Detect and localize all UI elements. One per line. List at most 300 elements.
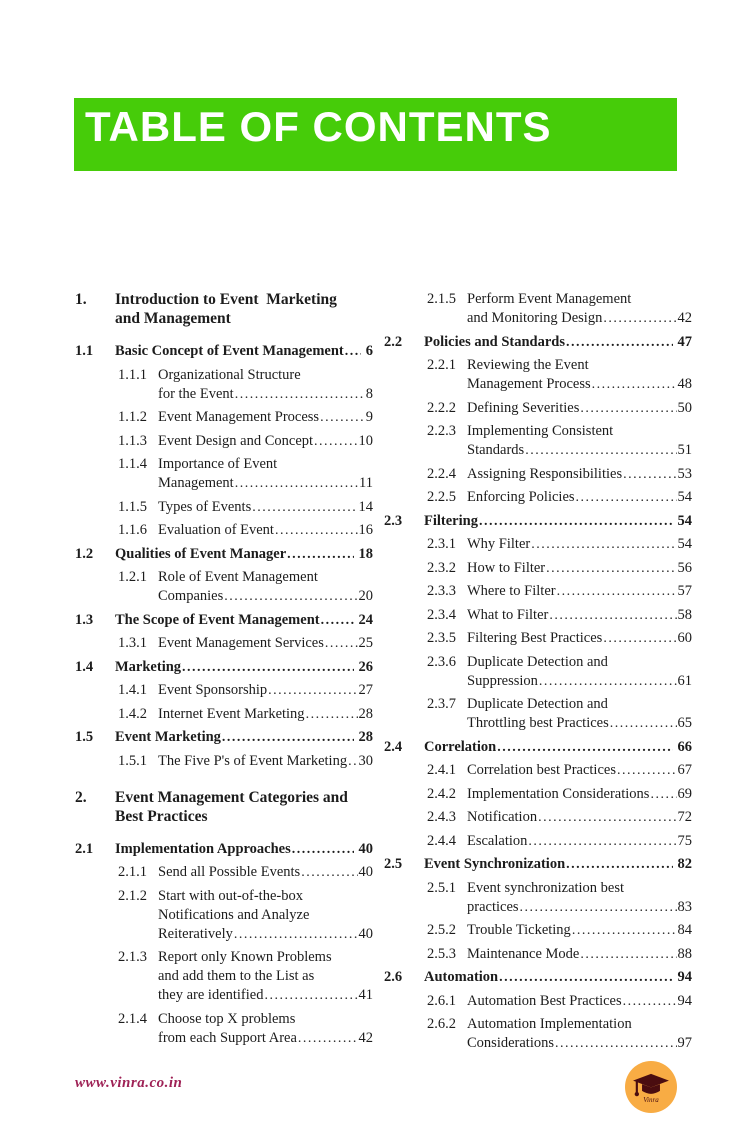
toc-entry-title: Correlation best Practices — [467, 762, 616, 778]
dot-leader — [572, 921, 677, 940]
toc-entry-number: 2.4.3 — [427, 809, 456, 825]
toc-entry — [75, 788, 373, 826]
dot-leader — [345, 342, 361, 361]
toc-entry-title: Event Management Services — [158, 635, 324, 651]
toc-entry — [75, 1010, 373, 1048]
toc-entry-number: 2.6.2 — [427, 1016, 456, 1032]
toc-entry-number: 1.3.1 — [118, 635, 147, 651]
dot-leader — [528, 832, 676, 851]
toc-entry-number: 2.4.4 — [427, 832, 456, 849]
toc-entry-lastline — [467, 399, 692, 418]
toc-entry-lastline — [158, 474, 373, 493]
toc-entry-body — [115, 342, 373, 361]
toc-entry-lastline — [424, 738, 692, 757]
toc-entry-lastline — [467, 945, 692, 964]
toc-entry-lastline — [158, 498, 373, 517]
toc-entry-number: 2.1.4 — [118, 1010, 147, 1027]
toc-page-number: 54 — [677, 536, 692, 552]
toc-page-number: 28 — [358, 729, 373, 745]
toc-entry-title: Report only Known Problems — [158, 949, 332, 965]
toc-entry-title: Filtering — [424, 512, 478, 529]
toc-entry-body — [158, 568, 373, 606]
toc-page-number: 69 — [677, 785, 692, 802]
toc-column-left — [75, 290, 373, 1052]
toc-entry-number: 1.5 — [75, 729, 94, 745]
toc-entry-body — [115, 658, 373, 677]
toc-entry-title: Implementation Approaches — [115, 840, 291, 857]
toc-entry-body — [115, 840, 373, 859]
toc-entry-title: Where to Filter — [467, 583, 556, 599]
toc-page-number: 94 — [677, 992, 692, 1009]
toc-entry — [75, 705, 373, 724]
toc-entry-title: Standards — [467, 442, 525, 458]
toc-entry — [384, 921, 692, 940]
dot-leader — [525, 441, 676, 460]
toc-page-number: 72 — [677, 809, 692, 825]
toc-entry-title: Event Management Process — [158, 409, 320, 425]
toc-entry-title: Escalation — [467, 832, 528, 849]
toc-entry-title: Considerations — [467, 1035, 554, 1051]
toc-page-number: 42 — [677, 310, 692, 326]
toc-page-number: 6 — [365, 343, 373, 359]
toc-entry-title: Event Management Categories and — [115, 788, 348, 806]
toc-entry-title: Duplicate Detection and — [467, 653, 608, 670]
toc-entry-body — [158, 408, 373, 427]
toc-entry — [384, 629, 692, 648]
dot-leader — [576, 488, 677, 507]
toc-entry-title: Perform Event Management — [467, 291, 632, 307]
toc-entry-lastline — [424, 855, 692, 874]
dot-leader — [222, 728, 354, 747]
toc-entry-lastline — [115, 545, 373, 564]
toc-entry-body — [467, 695, 692, 733]
toc-page-number: 16 — [358, 522, 373, 538]
toc-entry — [384, 968, 692, 987]
toc-page-number: 40 — [358, 864, 373, 880]
toc-entry — [384, 855, 692, 874]
toc-entry-body — [158, 432, 373, 451]
toc-entry-title: Qualities of Event Manager — [115, 545, 287, 562]
toc-page-number: 54 — [677, 489, 692, 505]
toc-entry-number: 2.3.2 — [427, 559, 456, 576]
dot-leader — [538, 808, 676, 827]
toc-entry-lastline — [467, 375, 692, 394]
toc-entry-title: Choose top X problems — [158, 1010, 296, 1027]
toc-entry-lastline — [424, 968, 692, 987]
toc-entry — [384, 1015, 692, 1053]
dot-leader — [549, 606, 676, 625]
toc-entry-lastline — [158, 1029, 373, 1048]
toc-entry-number: 2.5 — [384, 856, 403, 872]
toc-entry-number: 2. — [75, 788, 87, 806]
toc-entry-title: they are identified — [158, 987, 264, 1003]
toc-page-number: 54 — [677, 512, 692, 529]
toc-entry-title: for the Event — [158, 385, 234, 402]
toc-entry-lastline — [467, 1034, 692, 1053]
toc-page-number: 40 — [358, 840, 373, 857]
toc-entry-title: The Five P's of Event Marketing — [158, 752, 348, 769]
toc-entry-title: Automation — [424, 969, 499, 985]
toc-entry-body — [158, 705, 373, 724]
toc-entry-lastline — [467, 785, 692, 804]
toc-entry-title: Implementing Consistent — [467, 423, 614, 439]
toc-entry-lastline — [115, 728, 373, 747]
toc-entry — [384, 333, 692, 352]
toc-entry-body — [467, 422, 692, 460]
dot-leader — [252, 498, 357, 517]
toc-entry-number: 1.4.1 — [118, 682, 147, 698]
toc-entry-body — [467, 808, 692, 827]
toc-entry-body — [158, 681, 373, 700]
toc-page-number: 53 — [677, 465, 692, 482]
dot-leader — [566, 855, 672, 874]
toc-entry-title: Automation Best Practices — [467, 992, 622, 1009]
toc-entry — [75, 948, 373, 1005]
dot-leader — [546, 559, 676, 578]
toc-entry-number: 2.3.6 — [427, 653, 456, 670]
toc-entry-title: Reiteratively — [158, 925, 233, 942]
dot-leader — [292, 840, 354, 859]
website-url: www.vinra.co.in — [75, 1075, 183, 1091]
toc-entry-lastline — [467, 535, 692, 554]
dot-leader — [497, 738, 672, 757]
toc-entry-lastline — [467, 559, 692, 578]
toc-entry-lastline — [158, 986, 373, 1005]
toc-entry-title: Implementation Considerations — [467, 785, 650, 802]
toc-entry — [384, 535, 692, 554]
toc-entry-body — [424, 333, 692, 352]
toc-entry-number: 2.3.3 — [427, 583, 456, 599]
dot-leader — [314, 432, 357, 451]
toc-entry-title: Enforcing Policies — [467, 489, 575, 505]
toc-entry-number: 1.1.1 — [118, 366, 147, 383]
toc-entry-title: Filtering Best Practices — [467, 630, 603, 646]
toc-entry-title: Management — [158, 475, 234, 491]
dot-leader — [555, 1034, 677, 1053]
toc-page-number: 14 — [358, 498, 373, 515]
toc-page-number: 75 — [677, 832, 692, 849]
toc-entry — [384, 582, 692, 601]
toc-entry-number: 2.5.2 — [427, 922, 456, 938]
dot-leader — [268, 681, 357, 700]
toc-entry-title: Event Design and Concept — [158, 432, 314, 449]
toc-entry-title: Assigning Responsibilities — [467, 465, 623, 482]
toc-entry-lastline — [467, 672, 692, 691]
toc-entry — [384, 832, 692, 851]
toc-entry-body — [467, 582, 692, 601]
toc-page-number: 26 — [358, 658, 373, 675]
toc-entry-lastline — [115, 840, 373, 859]
toc-entry-title: What to Filter — [467, 606, 549, 623]
toc-entry — [384, 785, 692, 804]
dot-leader — [301, 863, 357, 882]
dot-leader — [182, 658, 353, 677]
toc-entry-title: Companies — [158, 588, 224, 604]
toc-page-number: 18 — [358, 545, 373, 562]
toc-entry-lastline — [158, 408, 373, 427]
toc-entry-lastline — [158, 752, 373, 771]
toc-entry — [384, 761, 692, 780]
toc-entry-lastline — [467, 441, 692, 460]
dot-leader — [603, 309, 676, 328]
toc-entry-body — [467, 629, 692, 648]
toc-entry-title: The Scope of Event Management — [115, 611, 320, 628]
dot-leader — [234, 925, 358, 944]
toc-entry — [384, 512, 692, 531]
toc-entry-lastline — [158, 634, 373, 653]
toc-entry-body — [467, 832, 692, 851]
dot-leader — [264, 986, 357, 1005]
toc-entry-title: Start with out-of-the-box — [158, 887, 303, 904]
toc-entry — [384, 465, 692, 484]
toc-entry-number: 2.5.3 — [427, 945, 456, 962]
toc-entry-body — [115, 611, 373, 630]
toc-entry-title: Reviewing the Event — [467, 357, 589, 373]
toc-entry — [75, 728, 373, 747]
toc-entry — [75, 408, 373, 427]
toc-entry-title: Notification — [467, 809, 538, 825]
toc-page-number: 11 — [359, 475, 373, 491]
toc-entry — [384, 879, 692, 917]
toc-page-number: 56 — [677, 559, 692, 576]
page-title: TABLE OF CONTENTS — [85, 103, 552, 150]
toc-entry-number: 1.4.2 — [118, 705, 147, 722]
toc-entry-number: 1.2.1 — [118, 569, 147, 585]
toc-page-number: 97 — [677, 1035, 692, 1051]
toc-entry-title: and add them to the List as — [158, 968, 315, 984]
toc-page-number: 50 — [677, 399, 692, 416]
toc-entry-title: Trouble Ticketing — [467, 922, 571, 938]
toc-entry-lastline — [158, 385, 373, 404]
toc-entry-title: Event Sponsorship — [158, 682, 268, 698]
dot-leader — [557, 582, 677, 601]
toc-entry — [384, 399, 692, 418]
toc-entry-lastline — [424, 512, 692, 531]
toc-entry-body — [467, 992, 692, 1011]
toc-entry-title: Send all Possible Events — [158, 864, 301, 880]
toc-page-number: 40 — [358, 925, 373, 942]
toc-page-number: 88 — [677, 945, 692, 962]
toc-entry-lastline — [467, 761, 692, 780]
toc-page-number: 94 — [677, 969, 692, 985]
toc-entry — [384, 290, 692, 328]
toc-entry — [384, 695, 692, 733]
toc-entry-lastline — [158, 925, 373, 944]
dot-leader — [287, 545, 353, 564]
toc-entry-body — [467, 465, 692, 484]
toc-entry-title: Internet Event Marketing — [158, 705, 305, 722]
dot-leader — [499, 968, 672, 987]
dot-leader — [531, 535, 676, 554]
toc-entry-number: 2.3.5 — [427, 630, 456, 646]
dot-leader — [235, 474, 358, 493]
toc-entry-title: Notifications and Analyze — [158, 906, 310, 923]
toc-entry-body — [467, 879, 692, 917]
toc-entry-title: Types of Events — [158, 498, 252, 515]
toc-entry-body — [467, 606, 692, 625]
toc-entry-number: 2.3.1 — [427, 536, 456, 552]
toc-entry-lastline — [467, 714, 692, 733]
toc-entry-number: 2.4 — [384, 738, 403, 755]
toc-entry-title: Evaluation of Event — [158, 522, 274, 538]
toc-entry-title: Event Synchronization — [424, 856, 566, 872]
toc-entry-body — [115, 290, 373, 328]
toc-entry-number: 1.2 — [75, 545, 94, 562]
toc-entry-body — [158, 455, 373, 493]
toc-entry-lastline — [467, 309, 692, 328]
toc-entry-lastline — [158, 705, 373, 724]
toc-entry-lastline — [158, 681, 373, 700]
toc-entry-body — [424, 738, 692, 757]
dot-leader — [623, 465, 676, 484]
toc-page-number: 10 — [358, 432, 373, 449]
dot-leader — [520, 898, 677, 917]
toc-page-number: 66 — [677, 738, 692, 755]
toc-entry-body — [158, 863, 373, 882]
toc-entry-number: 1.5.1 — [118, 752, 147, 769]
toc-entry — [75, 342, 373, 361]
toc-entry-lastline — [467, 465, 692, 484]
toc-entry-number: 2.1.2 — [118, 887, 147, 904]
toc-entry-body — [467, 559, 692, 578]
toc-entry-title: Management Process — [467, 376, 591, 392]
toc-page-number: 20 — [358, 588, 373, 604]
toc-page-number: 48 — [677, 376, 692, 392]
toc-entry-body — [158, 634, 373, 653]
toc-entry — [75, 521, 373, 540]
toc-entry — [75, 658, 373, 677]
toc-entry-body — [467, 945, 692, 964]
toc-entry-lastline — [424, 333, 692, 352]
toc-entry — [75, 634, 373, 653]
toc-entry-lastline — [467, 629, 692, 648]
toc-entry-number: 2.2.4 — [427, 465, 456, 482]
toc-entry-body — [115, 545, 373, 564]
dot-leader — [650, 785, 676, 804]
dot-leader — [617, 761, 677, 780]
toc-entry-lastline — [115, 658, 373, 677]
toc-entry-number: 1.1.2 — [118, 409, 147, 425]
toc-page-number: 30 — [358, 752, 373, 769]
dot-leader — [539, 672, 677, 691]
toc-page-number: 82 — [677, 856, 692, 872]
toc-entry-lastline — [158, 863, 373, 882]
toc-page-number: 42 — [358, 1029, 373, 1046]
toc-entry-title: How to Filter — [467, 559, 546, 576]
logo-label: Vinra — [643, 1096, 659, 1104]
toc-entry-number: 1.3 — [75, 611, 94, 628]
toc-entry — [384, 356, 692, 394]
toc-entry-lastline — [467, 582, 692, 601]
dot-leader — [603, 629, 676, 648]
toc-entry-title: from each Support Area — [158, 1029, 297, 1046]
toc-page-number: 61 — [677, 672, 692, 689]
toc-entry-body — [467, 761, 692, 780]
toc-entry-number: 2.2.2 — [427, 399, 456, 416]
dot-leader — [610, 714, 677, 733]
dot-leader — [348, 752, 357, 771]
toc-entry-number: 2.2.5 — [427, 489, 456, 505]
toc-entry-title: Policies and Standards — [424, 333, 565, 350]
dot-leader — [566, 333, 673, 352]
toc-page-number: 57 — [677, 583, 692, 599]
toc-entry-lastline — [467, 898, 692, 917]
toc-page-number: 9 — [365, 409, 373, 425]
table-of-contents-banner — [74, 98, 677, 171]
toc-entry — [384, 738, 692, 757]
toc-entry-lastline — [467, 832, 692, 851]
toc-entry-number: 1.1.6 — [118, 522, 147, 538]
toc-entry-number: 2.5.1 — [427, 879, 456, 896]
toc-entry-lastline — [467, 921, 692, 940]
dot-leader — [306, 705, 358, 724]
dot-leader — [320, 408, 365, 427]
toc-entry-body — [158, 948, 373, 1005]
toc-entry — [384, 488, 692, 507]
toc-entry — [384, 653, 692, 691]
toc-page-number: 41 — [358, 987, 373, 1003]
toc-page-number: 27 — [358, 682, 373, 698]
dot-leader — [298, 1029, 358, 1048]
dot-leader — [325, 634, 358, 653]
toc-entry-number: 2.3.4 — [427, 606, 456, 623]
toc-entry — [75, 290, 373, 328]
toc-entry-title: Event Marketing — [115, 729, 221, 745]
toc-entry — [384, 606, 692, 625]
toc-page-number: 58 — [677, 606, 692, 623]
toc-page-number: 8 — [365, 385, 373, 402]
toc-entry-number: 2.6.1 — [427, 992, 456, 1009]
toc-page-number: 84 — [677, 922, 692, 938]
toc-entry-title: Correlation — [424, 738, 497, 755]
toc-entry — [384, 559, 692, 578]
toc-entry-number: 2.6 — [384, 969, 403, 985]
dot-leader — [224, 587, 357, 606]
dot-leader — [321, 611, 354, 630]
toc-entry-body — [158, 498, 373, 517]
toc-entry-lastline — [158, 587, 373, 606]
toc-entry — [75, 840, 373, 859]
toc-entry-title: Organizational Structure — [158, 366, 301, 383]
toc-entry-title: Suppression — [467, 672, 538, 689]
dot-leader — [275, 521, 358, 540]
toc-entry-body — [467, 653, 692, 691]
toc-entry-body — [424, 512, 692, 531]
toc-page-number: 67 — [677, 762, 692, 778]
dot-leader — [592, 375, 677, 394]
toc-entry-body — [115, 728, 373, 747]
dot-leader — [580, 399, 676, 418]
toc-entry-body — [467, 1015, 692, 1053]
toc-page-number: 25 — [358, 635, 373, 651]
toc-page-number: 47 — [677, 333, 692, 350]
toc-entry-body — [158, 752, 373, 771]
toc-entry — [75, 887, 373, 944]
toc-entry-lastline — [158, 521, 373, 540]
toc-entry-body — [467, 356, 692, 394]
toc-entry-title: Duplicate Detection and — [467, 696, 608, 712]
toc-page-number: 60 — [677, 630, 692, 646]
toc-entry — [75, 863, 373, 882]
toc-entry-lastline — [158, 432, 373, 451]
toc-entry-body — [424, 968, 692, 987]
dot-leader — [235, 385, 365, 404]
toc-entry-title: Importance of Event — [158, 456, 278, 472]
toc-entry-lastline — [467, 808, 692, 827]
toc-entry-body — [424, 855, 692, 874]
toc-column-right — [384, 290, 692, 1058]
toc-entry-title: and Monitoring Design — [467, 310, 603, 326]
